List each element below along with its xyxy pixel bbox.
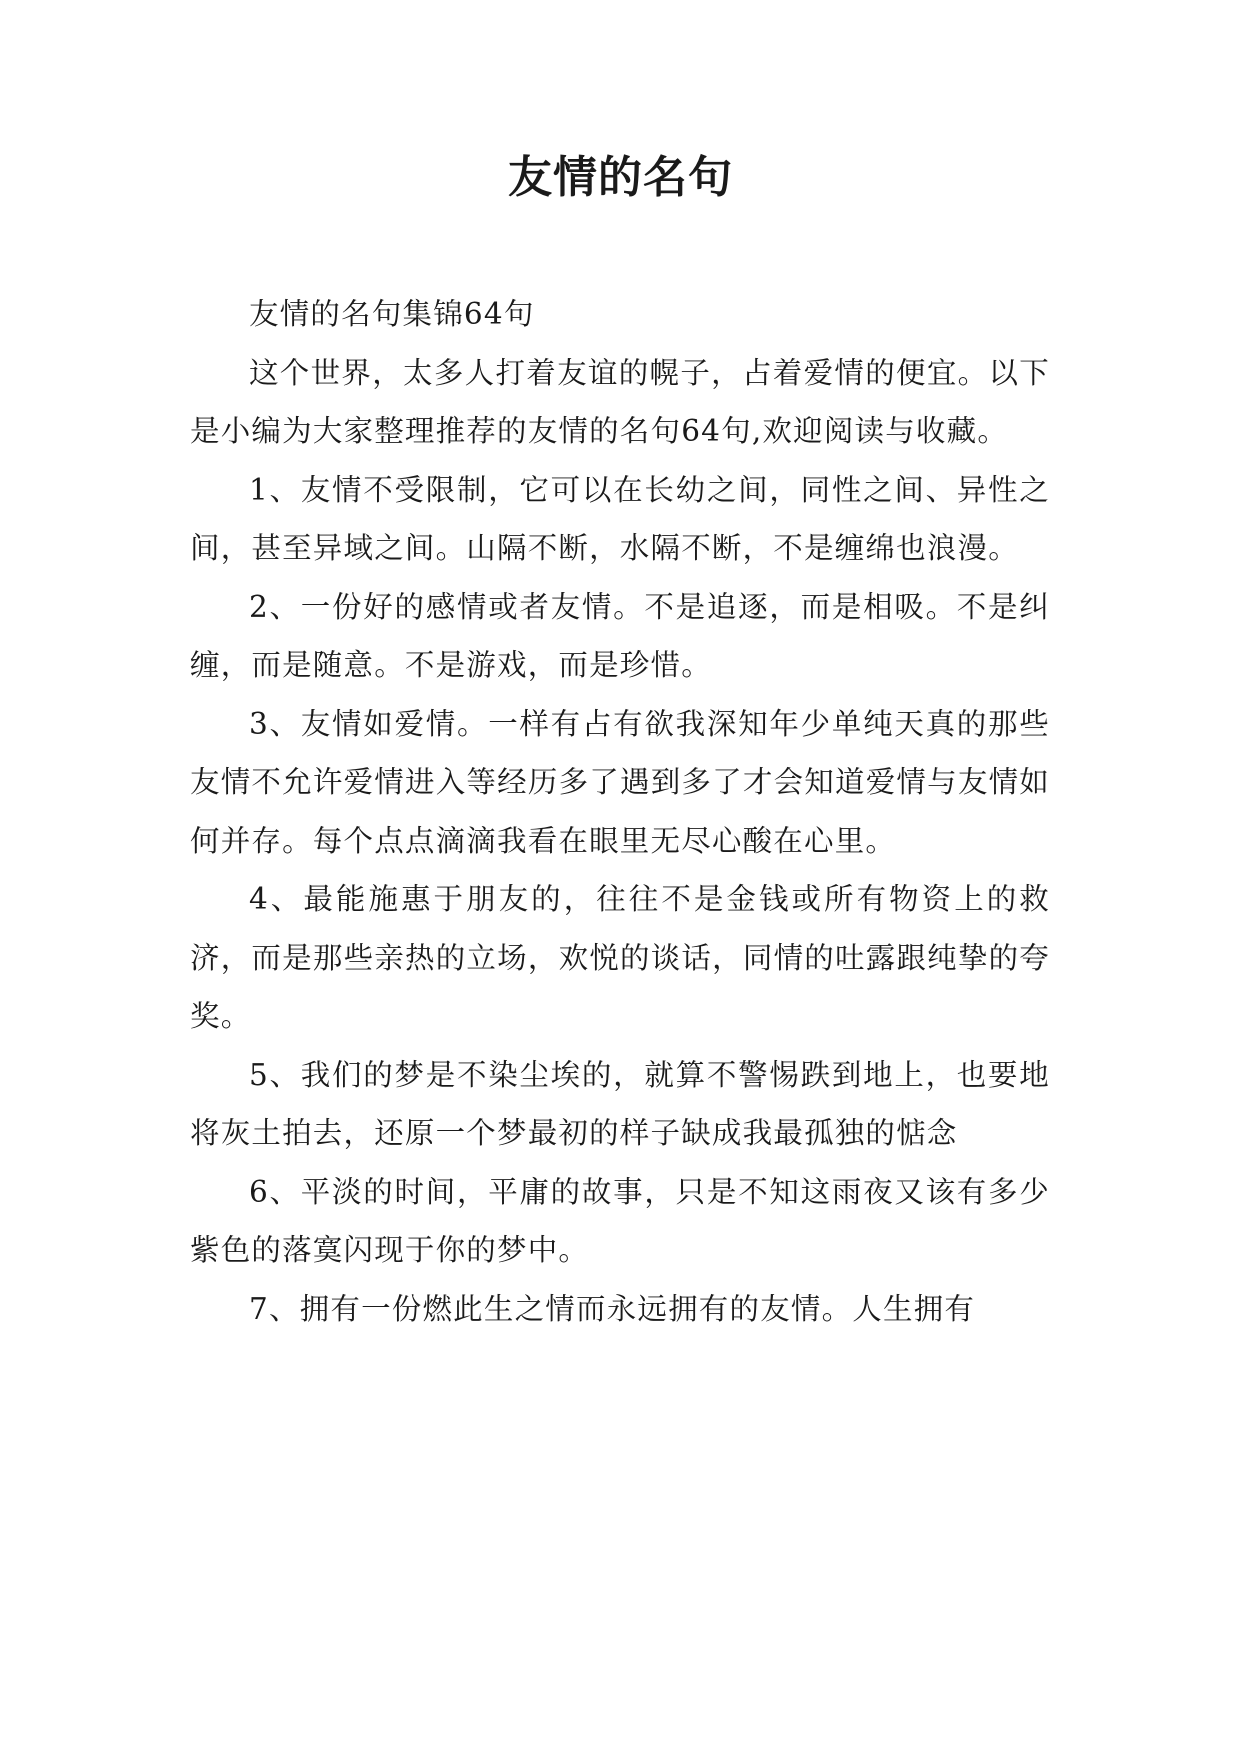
paragraph-quote-1: 1、友情不受限制，它可以在长幼之间，同性之间、异性之间，甚至异域之间。山隔不断，水隔不断，不是缠绵也浪漫。: [190, 472, 1050, 565]
paragraph-quote-4: 4、最能施惠于朋友的，往往不是金钱或所有物资上的救济，而是那些亲热的立场，欢悦的谈话，同情的吐露跟纯挚的夸奖。: [190, 882, 1050, 1033]
paragraph-quote-3: 3、友情如爱情。一样有占有欲我深知年少单纯天真的那些友情不允许爱情进入等经历多了遇到多了才会知道爱情与友情如何并存。每个点点滴滴我看在眼里无尽心酸在心里。: [190, 706, 1050, 858]
paragraph-quote-2: 2、一份好的感情或者友情。不是追逐，而是相吸。不是纠缠，而是随意。不是游戏，而是珍惜。: [190, 589, 1050, 682]
paragraph-quote-5: 5、我们的梦是不染尘埃的，就算不警惕跌到地上，也要地将灰土拍去，还原一个梦最初的样子缺成我最孤独的惦念: [190, 1057, 1050, 1150]
paragraph-subtitle: 友情的名句集锦64句: [249, 297, 535, 331]
document-body: [190, 285, 1050, 1338]
paragraph-quote-6: 6、平淡的时间，平庸的故事，只是不知这雨夜又该有多少紫色的落寞闪现于你的梦中。: [190, 1174, 1050, 1267]
page-title: 友情的名句: [508, 152, 733, 203]
paragraph-intro: 这个世界，太多人打着友谊的幌子，占着爱情的便宜。以下是小编为大家整理推荐的友情的名句64句,欢迎阅读与收藏。: [190, 355, 1050, 448]
paragraph-quote-7: 7、拥有一份燃此生之情而永远拥有的友情。人生拥有: [249, 1291, 976, 1326]
